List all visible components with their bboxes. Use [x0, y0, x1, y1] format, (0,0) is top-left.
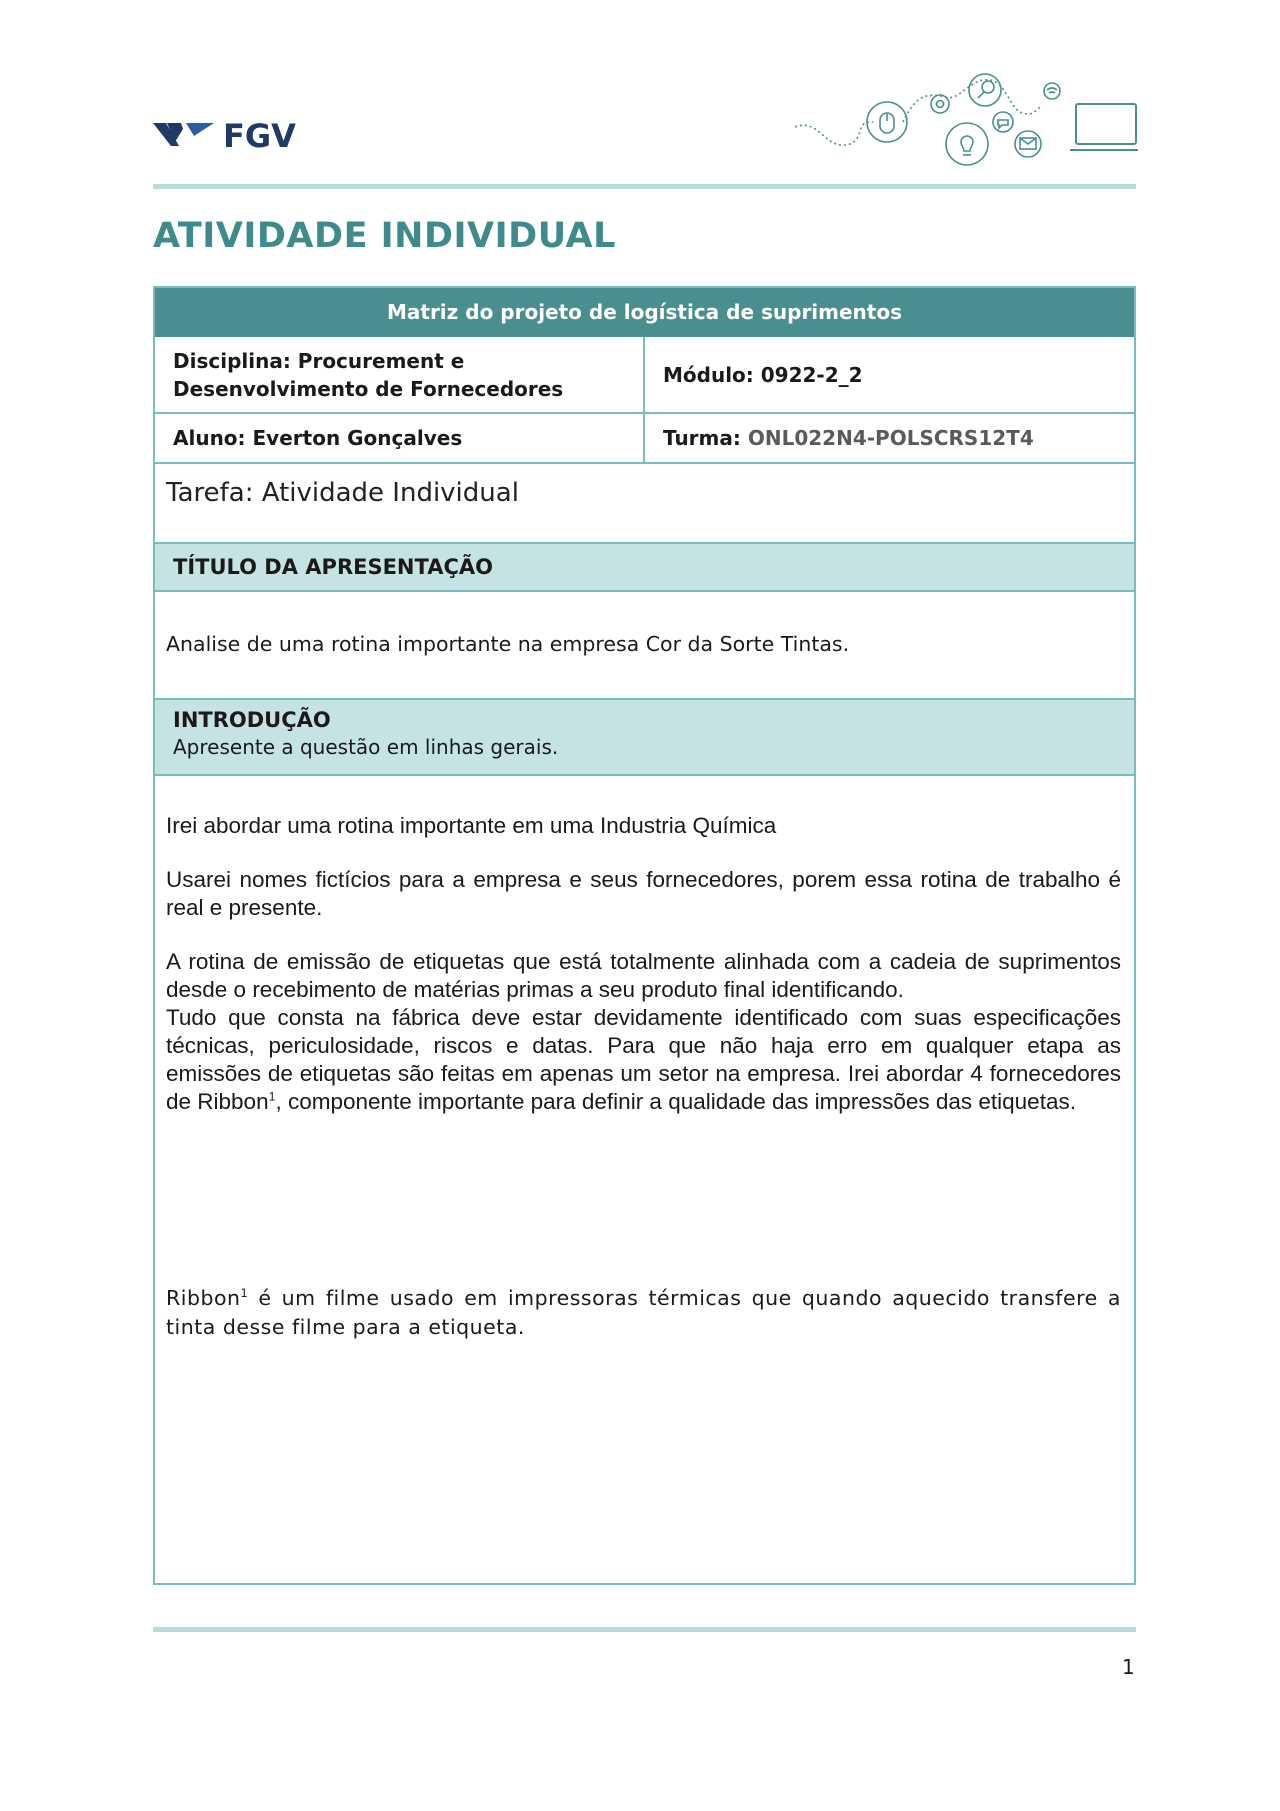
- header-divider: [153, 184, 1136, 189]
- document-title: ATIVIDADE INDIVIDUAL: [153, 216, 616, 256]
- intro-paragraph-1: [166, 812, 1121, 840]
- intro-paragraph-3c-text: , componente importante para definir a qualidade das impressões das etiquetas.: [275, 1089, 1076, 1114]
- turma-cell: [645, 414, 1134, 462]
- tarefa-text: Tarefa: Atividade Individual: [166, 478, 519, 508]
- intro-paragraph-2-text: Usarei nomes fictícios para a empresa e seus fornecedores, porem essa rotina de trabalho é real e presente.: [166, 867, 1121, 920]
- turma-value: ONL022N4-POLSCRS12T4: [747, 426, 1034, 450]
- disciplina-line-2: Desenvolvimento de Fornecedores: [173, 376, 564, 401]
- chat-icon: [993, 112, 1013, 132]
- intro-paragraph-3a-text: A rotina de emissão de etiquetas que está totalmente alinhada com a cadeia de suprimentos desde o recebimento de matérias primas a seu produto final identificando.: [166, 949, 1121, 1002]
- intro-heading: INTRODUÇÃO: [173, 708, 331, 732]
- info-row-1: [155, 337, 1134, 414]
- intro-subtitle: Apresente a questão em linhas gerais.: [173, 735, 559, 759]
- footnote: [166, 1284, 1121, 1342]
- lightbulb-icon: [946, 123, 988, 165]
- fgv-logo: [153, 114, 313, 154]
- search-icon: [969, 74, 1001, 106]
- modulo-cell: [645, 337, 1134, 412]
- mail-icon: [1015, 131, 1041, 157]
- footnote-term: Ribbon: [166, 1286, 241, 1310]
- intro-paragraph-1-text: Irei abordar uma rotina importante em uma Industria Química: [166, 813, 777, 838]
- titulo-heading: TÍTULO DA APRESENTAÇÃO: [173, 555, 493, 579]
- aluno-cell: [155, 414, 645, 462]
- titulo-section-header: [155, 544, 1134, 592]
- turma-label: Turma:: [663, 426, 741, 450]
- intro-paragraph-3b: [166, 1004, 1121, 1116]
- info-row-2: [155, 414, 1134, 464]
- intro-paragraph-3: [166, 948, 1121, 1116]
- footnote-sup: 1: [240, 1287, 249, 1301]
- target-icon: [931, 95, 949, 113]
- footnote-text: é um filme usado em impressoras térmicas que quando aquecido transfere a tinta desse filme para a etiqueta.: [166, 1286, 1121, 1339]
- footnote-marker: 1: [268, 1089, 276, 1104]
- matrix-banner: Matriz do projeto de logística de suprimentos: [155, 288, 1134, 337]
- titulo-text: Analise de uma rotina importante na empresa Cor da Sorte Tintas.: [166, 632, 850, 656]
- monitor-icon: [1070, 104, 1138, 150]
- intro-paragraph-2: [166, 866, 1121, 922]
- wifi-icon: [1044, 83, 1060, 99]
- footer-divider: [153, 1627, 1136, 1632]
- activity-form: [153, 286, 1136, 1585]
- disciplina-line-1: Disciplina: Procurement e: [173, 348, 465, 373]
- intro-paragraph-3b-text: Tudo que consta na fábrica deve estar devidamente identificado com suas especificações técnicas, periculosidade, riscos e datas. Para que não haja erro em qualquer etapa as emissões de etiquetas são feitas em apenas um setor na empresa. Irei abordar 4 fornecedores de Ribbon: [166, 1005, 1121, 1114]
- logo-text: FGV: [223, 117, 296, 154]
- tarefa-row: [155, 464, 1134, 544]
- header-illustration: [795, 72, 1138, 172]
- intro-section-header: [155, 698, 1134, 776]
- page-number: 1: [1122, 1655, 1135, 1679]
- modulo-text: Módulo: 0922-2_2: [663, 362, 863, 387]
- disciplina-cell: [155, 337, 645, 412]
- aluno-text: Aluno: Everton Gonçalves: [173, 426, 463, 450]
